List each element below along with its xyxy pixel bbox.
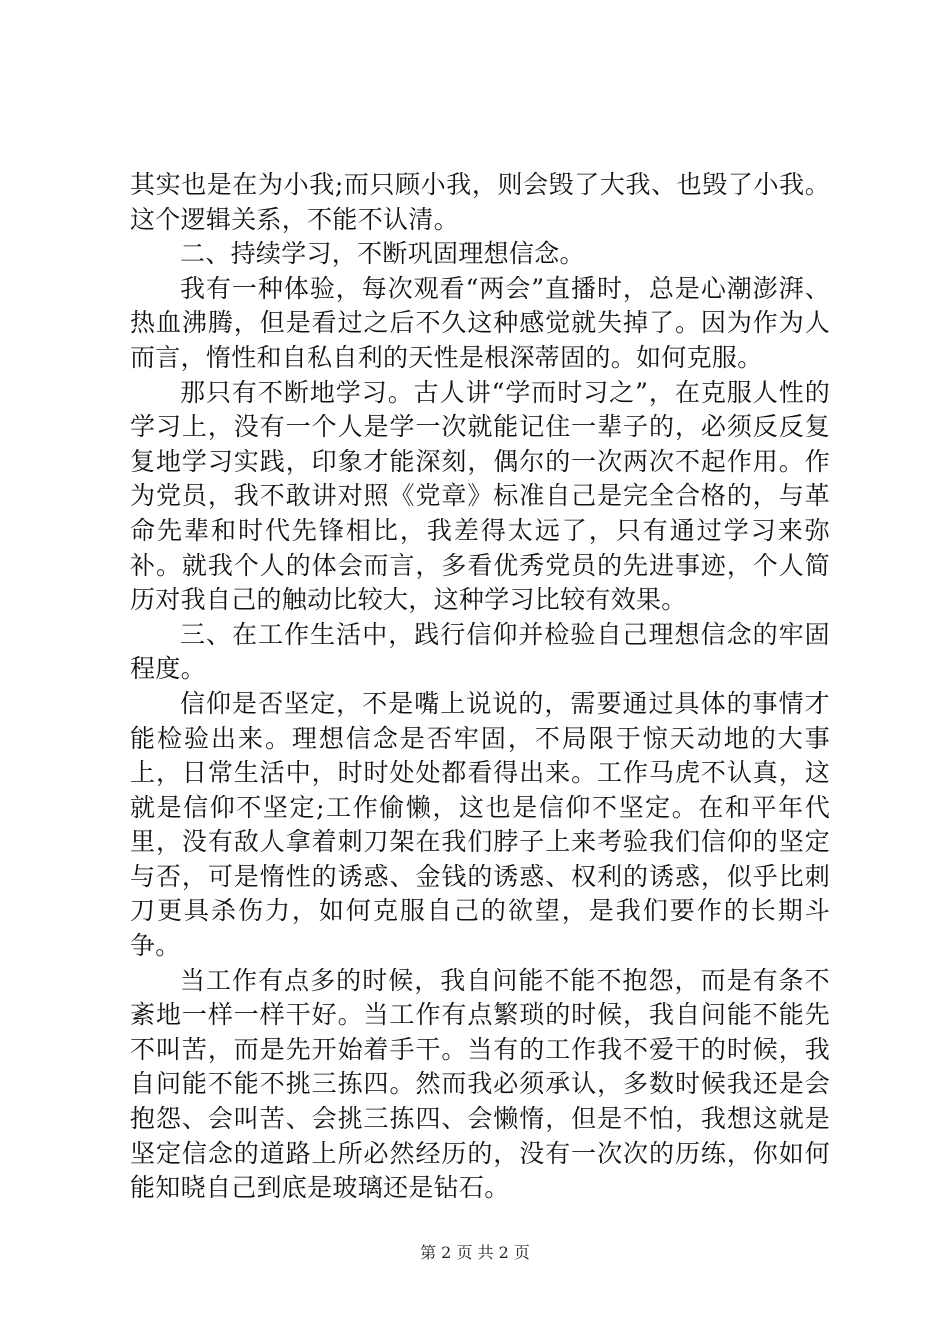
paragraph-3: 我有一种体验，每次观看“两会”直播时，总是心潮澎湃、热血沸腾，但是看过之后不久这种感觉就失掉了。因为作为人而言，惰性和自私自利的天性是根深蒂固的。如何克服。	[130, 273, 830, 372]
paragraph-1: 其实也是在为小我;而只顾小我，则会毁了大我、也毁了小我。这个逻辑关系，不能不认清。	[130, 170, 830, 234]
paragraph-6: 信仰是否坚定，不是嘴上说说的，需要通过具体的事情才能检验出来。理想信念是否牢固，不局限于惊天动地的大事上，日常生活中，时时处处都看得出来。工作马虎不认真，这就是信仰不坚定;工作偷懒，这也是信仰不坚定。在和平年代里，没有敌人拿着刺刀架在我们脖子上来考验我们信仰的坚定与否，可是惰性的诱惑、金钱的诱惑、权利的诱惑，似乎比刺刀更具杀伤力，如何克服自己的欲望，是我们要作的长期斗争。	[130, 688, 830, 961]
paragraph-7: 当工作有点多的时候，我自问能不能不抱怨，而是有条不紊地一样一样干好。当工作有点繁琐的时候，我自问能不能先不叫苦，而是先开始着手干。当有的工作我不爱干的时候，我自问能不能不挑三拣四。然而我必须承认，多数时候我还是会抱怨、会叫苦、会挑三拣四、会懒惰，但是不怕，我想这就是坚定信念的道路上所必然经历的，没有一次次的历练，你如何能知晓自己到底是玻璃还是钻石。	[130, 965, 830, 1203]
section-heading-3: 三、在工作生活中，践行信仰并检验自己理想信念的牢固程度。	[130, 619, 830, 684]
page-footer: 第 2 页 共 2 页	[420, 1243, 530, 1262]
document-body	[130, 168, 830, 1206]
paragraph-4: 那只有不断地学习。古人讲“学而时习之”，在克服人性的学习上，没有一个人是学一次就能记住一辈子的，必须反反复复地学习实践，印象才能深刻，偶尔的一次两次不起作用。作为党员，我不敢讲对照《党章》标准自己是完全合格的，与革命先辈和时代先锋相比，我差得太远了，只有通过学习来弥补。就我个人的体会而言，多看优秀党员的先进事迹，个人简历对我自己的触动比较大，这种学习比较有效果。	[130, 377, 830, 615]
section-heading-2: 二、持续学习，不断巩固理想信念。	[180, 239, 585, 269]
